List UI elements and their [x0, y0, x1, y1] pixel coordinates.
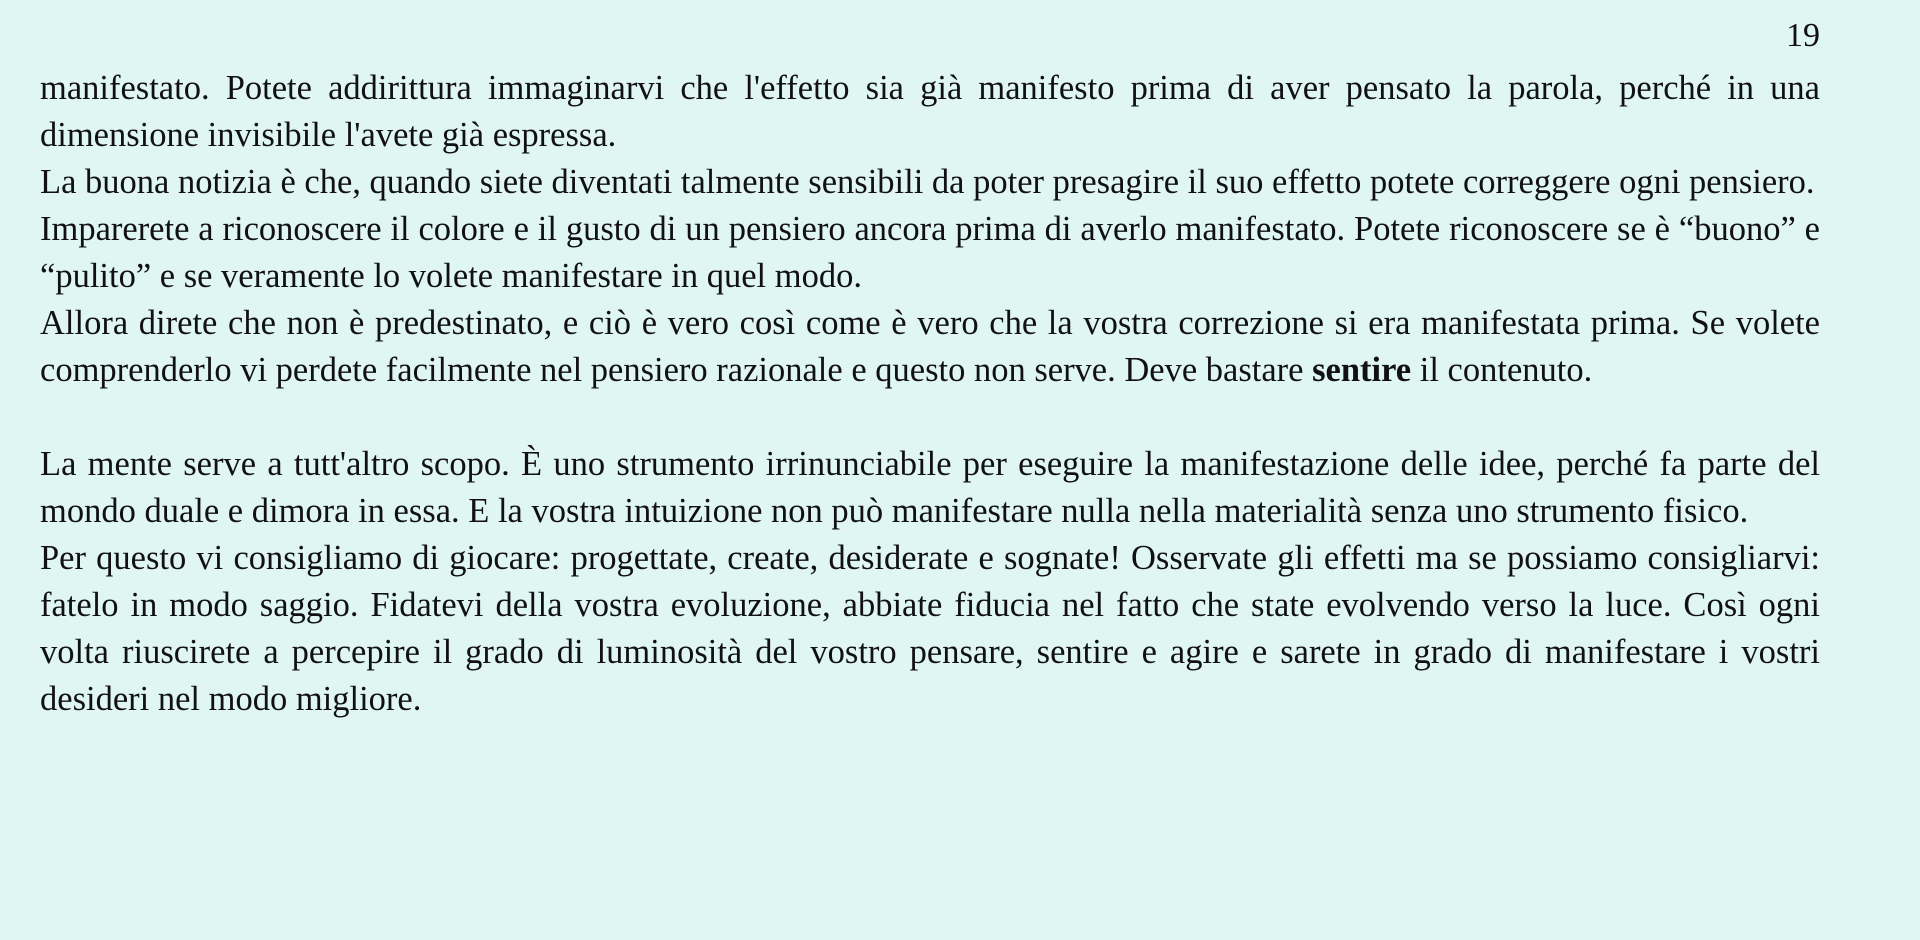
paragraph-4-bold-word: sentire	[1312, 351, 1412, 389]
paragraph-5: La mente serve a tutt'altro scopo. È uno strumento irrinunciabile per eseguire la manifestazione delle idee, perché fa parte del mondo duale e dimora in essa. E la vostra intuizione non può manifestare nulla nella materialità senza uno strumento fisico.	[40, 445, 1820, 530]
paragraph-4-main: Allora direte che non è predestinato, e ciò è vero così come è vero che la vostra correzione si era manifestata prima. Se volete comprenderlo vi perdete facilmente nel pensiero razionale e questo non serve. Deve bastare	[40, 304, 1820, 389]
paragraph-4-end: il contenuto.	[1411, 351, 1593, 389]
paragraph-6: Per questo vi consigliamo di giocare: progettate, create, desiderate e sognate! Osservate gli effetti ma se possiamo consigliarvi: fatelo in modo saggio. Fidatevi della vostra evoluzione, abbiate fiducia nel fatto che state evolvendo verso la luce. Così ogni volta riuscirete a percepire il grado di luminosità del vostro pensare, sentire e agire e sarete in grado di manifestare i vostri desideri nel modo migliore.	[40, 539, 1820, 718]
paragraph-1: manifestato. Potete addirittura immaginarvi che l'effetto sia già manifesto prima di aver pensato la parola, perché in una dimensione invisibile l'avete già espressa.	[40, 69, 1820, 154]
paragraph-4	[40, 300, 1820, 394]
paragraph-3: Imparerete a riconoscere il colore e il gusto di un pensiero ancora prima di averlo manifestato. Potete riconoscere se è “buono” e “pulito” e se veramente lo volete manifestare in quel modo.	[40, 210, 1820, 295]
paragraph-2: La buona notizia è che, quando siete diventati talmente sensibili da poter presagire il suo effetto potete correggere ogni pensiero.	[40, 163, 1815, 201]
page-body	[40, 65, 1820, 723]
page-number: 19	[1786, 17, 1820, 54]
